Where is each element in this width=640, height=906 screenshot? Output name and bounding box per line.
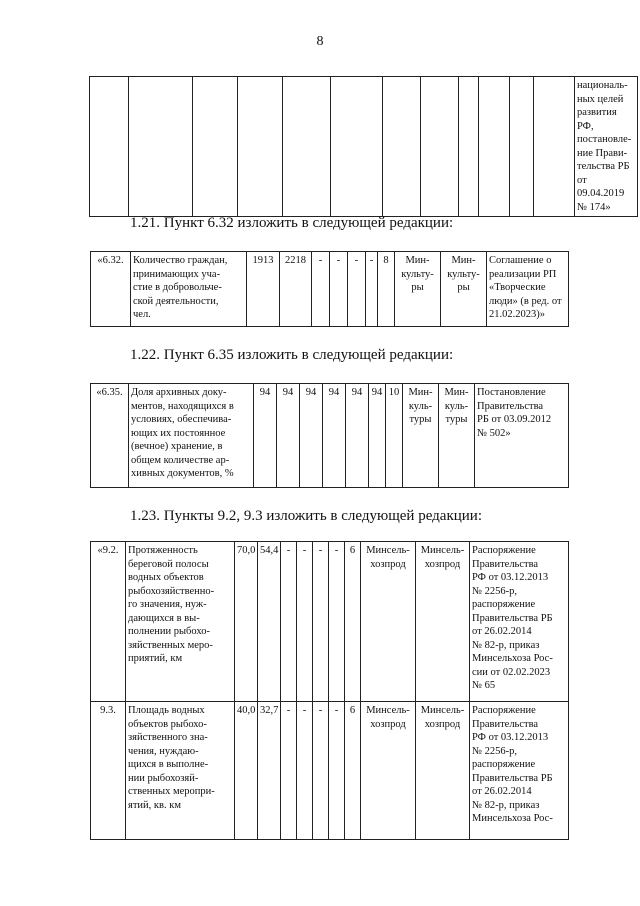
- executor-cell: Мин- куль- туры: [439, 384, 475, 488]
- table-row: [91, 252, 569, 327]
- value-cell: 10: [386, 384, 403, 488]
- executor-cell: Минсель- хозпрод: [416, 702, 470, 840]
- value-cell: 94: [323, 384, 346, 488]
- value-cell: 94: [300, 384, 323, 488]
- executor-cell: Мин- куль- туры: [403, 384, 439, 488]
- basis-cell: националь- ных целей развития РФ, постановле- ние Прави- тельства РБ от 09.04.2019 № 174»: [575, 77, 638, 217]
- value-cell: 6: [345, 542, 361, 702]
- value-cell: -: [313, 542, 329, 702]
- executor-cell: Минсель- хозпрод: [361, 702, 416, 840]
- table-row: [91, 542, 569, 702]
- value-cell: -: [348, 252, 366, 327]
- row-number: «6.35.: [91, 384, 129, 488]
- table-9-2-9-3: [90, 541, 569, 840]
- table-row: [91, 702, 569, 840]
- value-cell: 2218: [280, 252, 312, 327]
- value-cell: 94: [254, 384, 277, 488]
- value-cell: -: [312, 252, 330, 327]
- value-cell: 32,7: [258, 702, 281, 840]
- value-cell: 6: [345, 702, 361, 840]
- executor-cell: Мин- культу- ры: [395, 252, 441, 327]
- indicator-name: Площадь водных объектов рыбохо- зяйственного зна- чения, нуждаю- щихся в выполне- нии рыбохозяй- ственных меропри- ятий, кв. км: [126, 702, 235, 840]
- indicator-name: Доля архивных доку- ментов, находящихся в условиях, обеспечива- ющих их постоянное (вечное) хранение, в общем количестве ар- хивных документов, %: [129, 384, 254, 488]
- continuation-table: [89, 76, 638, 217]
- heading-1-22: 1.22. Пункт 6.35 изложить в следующей редакции:: [130, 347, 454, 363]
- value-cell: -: [281, 542, 297, 702]
- value-cell: 94: [369, 384, 386, 488]
- value-cell: -: [297, 542, 313, 702]
- table-row: [91, 384, 569, 488]
- basis-cell: Постановление Правительства РБ от 03.09.2012 № 502»: [475, 384, 569, 488]
- heading-1-21: 1.21. Пункт 6.32 изложить в следующей редакции:: [130, 215, 454, 231]
- executor-cell: Минсель- хозпрод: [361, 542, 416, 702]
- value-cell: 1913: [247, 252, 280, 327]
- value-cell: -: [329, 702, 345, 840]
- row-number: «6.32.: [91, 252, 131, 327]
- value-cell: -: [366, 252, 378, 327]
- table-6-35: [90, 383, 569, 488]
- value-cell: 8: [378, 252, 395, 327]
- row-number: «9.2.: [91, 542, 126, 702]
- value-cell: 94: [277, 384, 300, 488]
- value-cell: 70,0: [235, 542, 258, 702]
- value-cell: 94: [346, 384, 369, 488]
- value-cell: -: [297, 702, 313, 840]
- row-number: 9.3.: [91, 702, 126, 840]
- basis-cell: Распоряжение Правительства РФ от 03.12.2013 № 2256-р, распоряжение Правительства РБ от 26.02.2014 № 82-р, приказ Минсельхоза Рос- сии от 02.02.2023 № 65: [470, 542, 569, 702]
- value-cell: -: [329, 542, 345, 702]
- value-cell: -: [330, 252, 348, 327]
- executor-cell: Мин- культу- ры: [441, 252, 487, 327]
- value-cell: -: [313, 702, 329, 840]
- page-number: 8: [316, 34, 324, 49]
- basis-cell: Распоряжение Правительства РФ от 03.12.2013 № 2256-р, распоряжение Правительства РБ от 26.02.2014 № 82-р, приказ Минсельхоза Рос-: [470, 702, 569, 840]
- value-cell: -: [281, 702, 297, 840]
- indicator-name: Протяженность береговой полосы водных объектов рыбохозяйственно- го значения, нуж- дающихся в вы- полнении рыбохо- зяйственных меро- приятий, км: [126, 542, 235, 702]
- table-6-32: [90, 251, 569, 327]
- heading-1-23: 1.23. Пункты 9.2, 9.3 изложить в следующей редакции:: [130, 508, 482, 524]
- indicator-name: Количество граждан, принимающих уча- стие в добровольче- ской деятельности, чел.: [131, 252, 247, 327]
- basis-cell: Соглашение о реализации РП «Творческие люди» (в ред. от 21.02.2023)»: [487, 252, 569, 327]
- value-cell: 54,4: [258, 542, 281, 702]
- executor-cell: Минсель- хозпрод: [416, 542, 470, 702]
- value-cell: 40,0: [235, 702, 258, 840]
